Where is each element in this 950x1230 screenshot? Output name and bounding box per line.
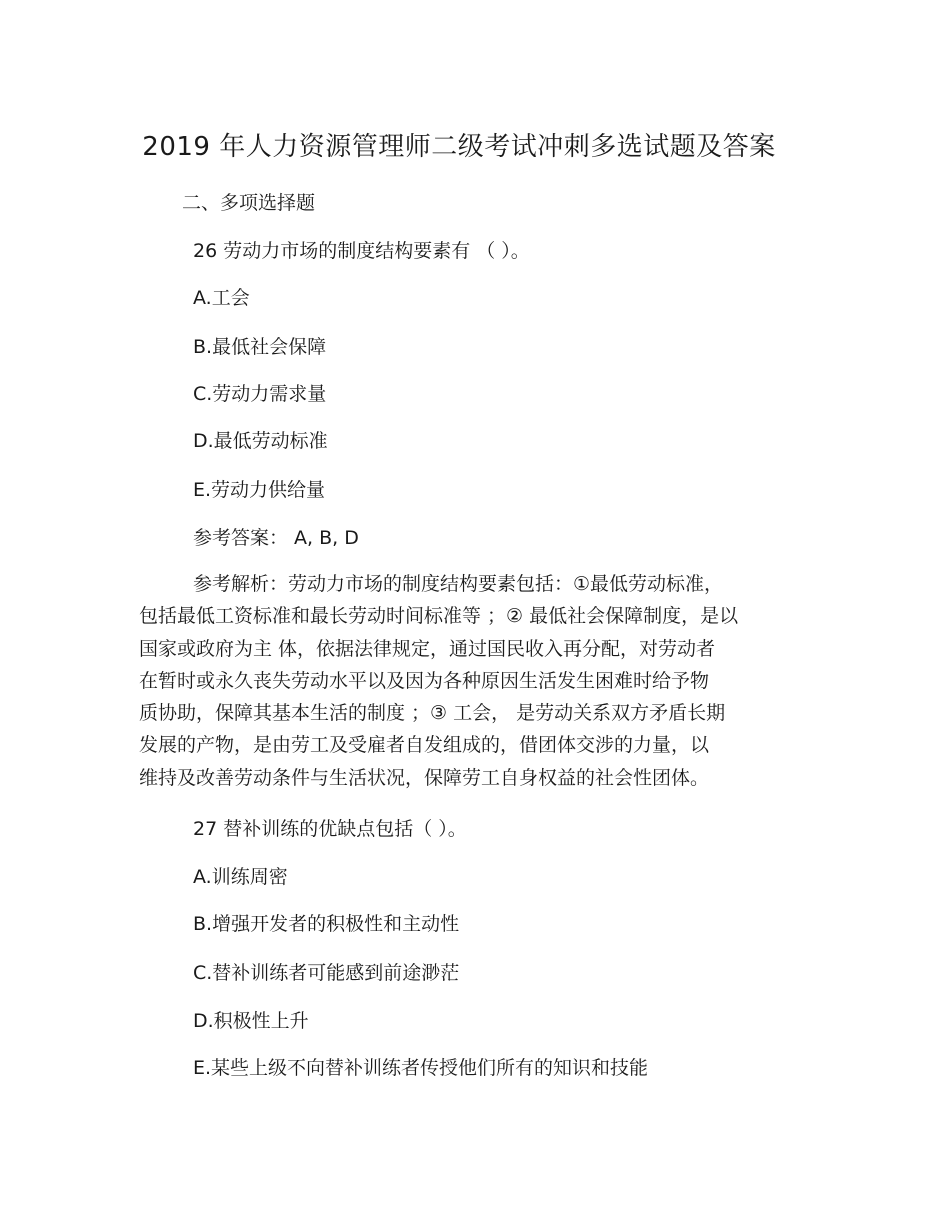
explanation-line: 质协助，保障其基本生活的制度 ；③ 工会， 是劳动关系双方矛盾长期: [139, 702, 726, 725]
explanation-line: 发展的产物，是由劳工及受雇者自发组成的，借团体交涉的力量，以: [139, 734, 710, 757]
explanation-line: 维持及改善劳动条件与生活状况，保障劳工自身权益的社会性团体。: [139, 766, 710, 789]
question-26-answer: 参考答案： A, B, D: [193, 527, 359, 549]
question-27-option-d: D.积极性上升: [193, 1010, 309, 1032]
question-26-option-e: E.劳动力供给量: [193, 479, 326, 501]
question-27-option-b: B.增强开发者的积极性和主动性: [193, 913, 460, 935]
question-26-option-d: D.最低劳动标准: [193, 430, 328, 452]
section-heading: 二、多项选择题: [182, 192, 316, 214]
question-26-explanation: [139, 568, 799, 794]
question-26-option-b: B.最低社会保障: [193, 336, 327, 358]
question-27-option-c: C.替补训练者可能感到前途渺茫: [193, 962, 460, 984]
question-26-option-c: C.劳动力需求量: [193, 383, 327, 405]
question-26-option-a: A.工会: [193, 287, 250, 309]
explanation-line: 包括最低工资标准和最长劳动时间标准等 ；② 最低社会保障制度，是以: [139, 605, 739, 628]
question-27-option-e: E.某些上级不向替补训练者传授他们所有的知识和技能: [193, 1057, 649, 1079]
explanation-line: 参考解析：劳动力市场的制度结构要素包括：①最低劳动标准，: [193, 573, 724, 595]
question-27-option-a: A.训练周密: [193, 866, 288, 888]
question-26-stem: 26 劳动力市场的制度结构要素有 （ ）。: [193, 240, 530, 262]
question-27-stem: 27 替补训练的优缺点包括（ ）。: [193, 818, 467, 840]
explanation-line: 在暂时或永久丧失劳动水平以及因为各种原因生活发生困难时给予物: [139, 669, 710, 692]
explanation-line: 国家或政府为主 体，依据法律规定，通过国民收入再分配，对劳动者: [139, 637, 716, 660]
document-title: 2019 年人力资源管理师二级考试冲刺多选试题及答案: [142, 132, 776, 162]
